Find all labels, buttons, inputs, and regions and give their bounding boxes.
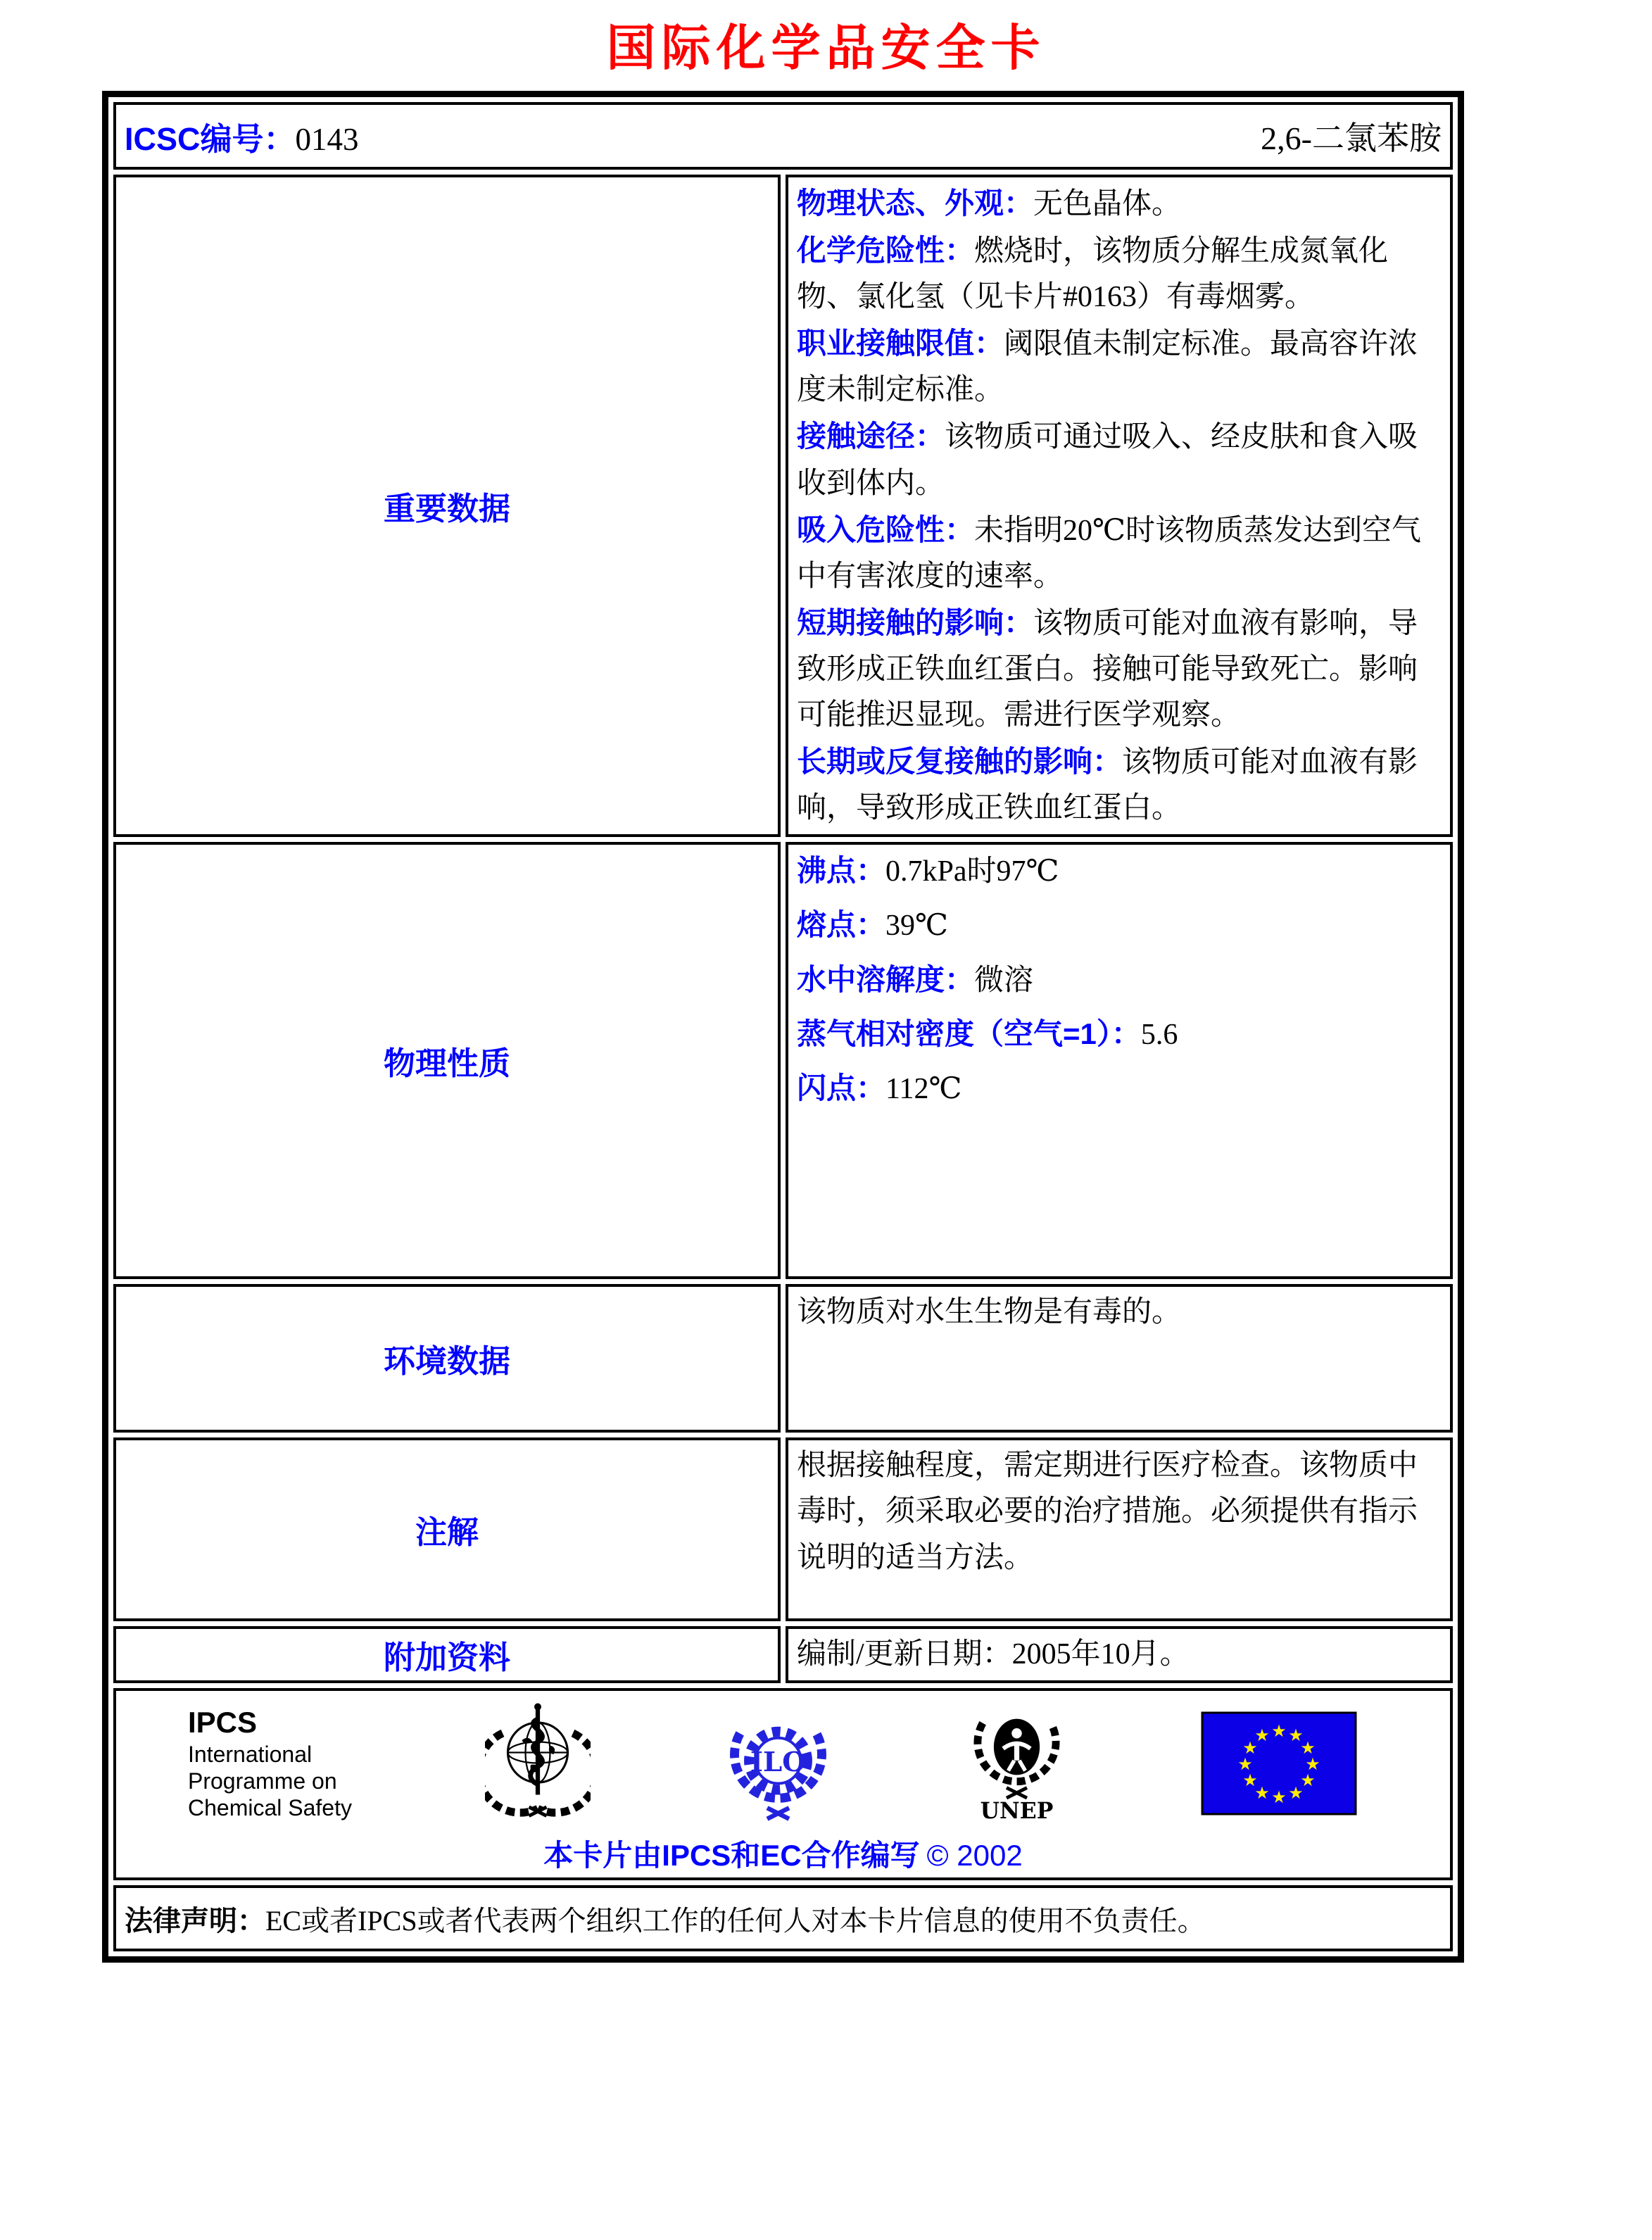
logos-row bbox=[113, 1688, 1453, 1880]
additional-info-row-label: 附加资料 bbox=[113, 1626, 781, 1683]
line-melting-point: 熔点：39℃ bbox=[797, 908, 948, 943]
icsc-number-label: ICSC编号： bbox=[125, 120, 296, 157]
legal-label: 法律声明： bbox=[125, 1905, 265, 1937]
line-update-date: 编制/更新日期：2005年10月。 bbox=[797, 1638, 1190, 1671]
svg-text:★: ★ bbox=[1288, 1725, 1304, 1745]
line-vapor-density: 蒸气相对密度（空气=1）：5.6 bbox=[797, 1017, 1178, 1051]
legal-text: EC或者IPCS或者代表两个组织工作的任何人对本卡片信息的使用不负责任。 bbox=[265, 1904, 1206, 1937]
eu-flag-icon bbox=[1201, 1711, 1357, 1816]
ipcs-acronym: IPCS bbox=[188, 1706, 258, 1739]
chemical-name: 2,6-二氯苯胺 bbox=[1261, 120, 1442, 156]
svg-text:★: ★ bbox=[1237, 1754, 1253, 1774]
additional-info-row bbox=[113, 1626, 1453, 1683]
unep-caption: UNEP bbox=[980, 1799, 1054, 1825]
important-data-row-label: 重要数据 bbox=[113, 175, 781, 837]
svg-text:★: ★ bbox=[1254, 1782, 1270, 1803]
important-data-content bbox=[786, 175, 1453, 837]
line-inhalation-risk: 吸入危险性：未指明20℃时该物质蒸发达到空气中有害浓度的速率。 bbox=[797, 512, 1421, 593]
page-title: 国际化学品安全卡 bbox=[606, 20, 1046, 75]
line-boiling-point: 沸点：0.7kPa时97℃ bbox=[797, 854, 1059, 888]
environmental-data-content bbox=[786, 1284, 1453, 1433]
environmental-data-row bbox=[113, 1284, 1453, 1433]
line-notes: 根据接触程度，需定期进行医疗检查。该物质中毒时，须采取必要的治疗措施。必须提供有指示说明的适当方法。 bbox=[797, 1449, 1418, 1574]
line-flash-point: 闪点：112℃ bbox=[797, 1071, 962, 1105]
line-water-solubility: 水中溶解度：微溶 bbox=[797, 962, 1034, 997]
svg-text:★: ★ bbox=[1242, 1770, 1258, 1790]
physical-properties-row bbox=[113, 842, 1453, 1279]
additional-info-content bbox=[786, 1626, 1453, 1683]
physical-properties-row-label: 物理性质 bbox=[113, 842, 781, 1279]
line-environment: 该物质对水生生物是有毒的。 bbox=[797, 1296, 1182, 1329]
svg-text:★: ★ bbox=[1242, 1737, 1258, 1758]
legal-cell bbox=[113, 1885, 1453, 1951]
ilo-monogram: ILO bbox=[750, 1747, 807, 1779]
line-exposure-routes: 接触途径：该物质可通过吸入、经皮肤和食入吸收到体内。 bbox=[797, 420, 1418, 500]
svg-text:★: ★ bbox=[1300, 1770, 1316, 1790]
notes-row bbox=[113, 1437, 1453, 1621]
line-chemical-danger: 化学危险性：燃烧时，该物质分解生成氮氧化物、氯化氢（见卡片#0163）有毒烟雾。 bbox=[797, 234, 1389, 314]
line-long-term-effects: 长期或反复接触的影响：该物质可能对血液有影响，导致形成正铁血红蛋白。 bbox=[797, 745, 1418, 825]
icsc-number-value: 0143 bbox=[295, 121, 359, 157]
who-emblem-icon bbox=[485, 1701, 591, 1825]
physical-properties-content bbox=[786, 842, 1453, 1279]
unep-emblem-icon bbox=[966, 1698, 1068, 1828]
logos-cell bbox=[113, 1688, 1453, 1880]
ipcs-text-block: IPCS International Programme on Chemical Safety bbox=[188, 1706, 352, 1821]
notes-row-label: 注解 bbox=[113, 1437, 781, 1621]
svg-text:★: ★ bbox=[1271, 1720, 1287, 1741]
safety-card-table bbox=[102, 91, 1464, 1963]
legal-row bbox=[113, 1885, 1453, 1951]
line-physical-state: 物理状态、外观：无色晶体。 bbox=[797, 187, 1182, 220]
svg-text:★: ★ bbox=[1305, 1754, 1320, 1774]
header-row bbox=[113, 102, 1453, 170]
environmental-data-row-label: 环境数据 bbox=[113, 1284, 781, 1433]
important-data-row bbox=[113, 175, 1453, 837]
line-occupational-limit: 职业接触限值：阈限值未制定标准。最高容许浓度未制定标准。 bbox=[797, 327, 1418, 407]
svg-text:★: ★ bbox=[1300, 1737, 1316, 1758]
cooperation-line: 本卡片由IPCS和EC合作编写 © 2002 bbox=[543, 1839, 1023, 1873]
notes-content bbox=[786, 1437, 1453, 1621]
header-cell bbox=[113, 102, 1453, 170]
svg-text:★: ★ bbox=[1254, 1725, 1270, 1745]
line-short-term-effects: 短期接触的影响：该物质可能对血液有影响，导致形成正铁血红蛋白。接触可能导致死亡。影响可能推迟显现。需进行医学观察。 bbox=[797, 605, 1418, 732]
svg-text:★: ★ bbox=[1288, 1782, 1304, 1803]
ilo-emblem-icon bbox=[724, 1704, 833, 1823]
icsc-number-group bbox=[125, 113, 359, 159]
svg-text:★: ★ bbox=[1271, 1787, 1287, 1807]
